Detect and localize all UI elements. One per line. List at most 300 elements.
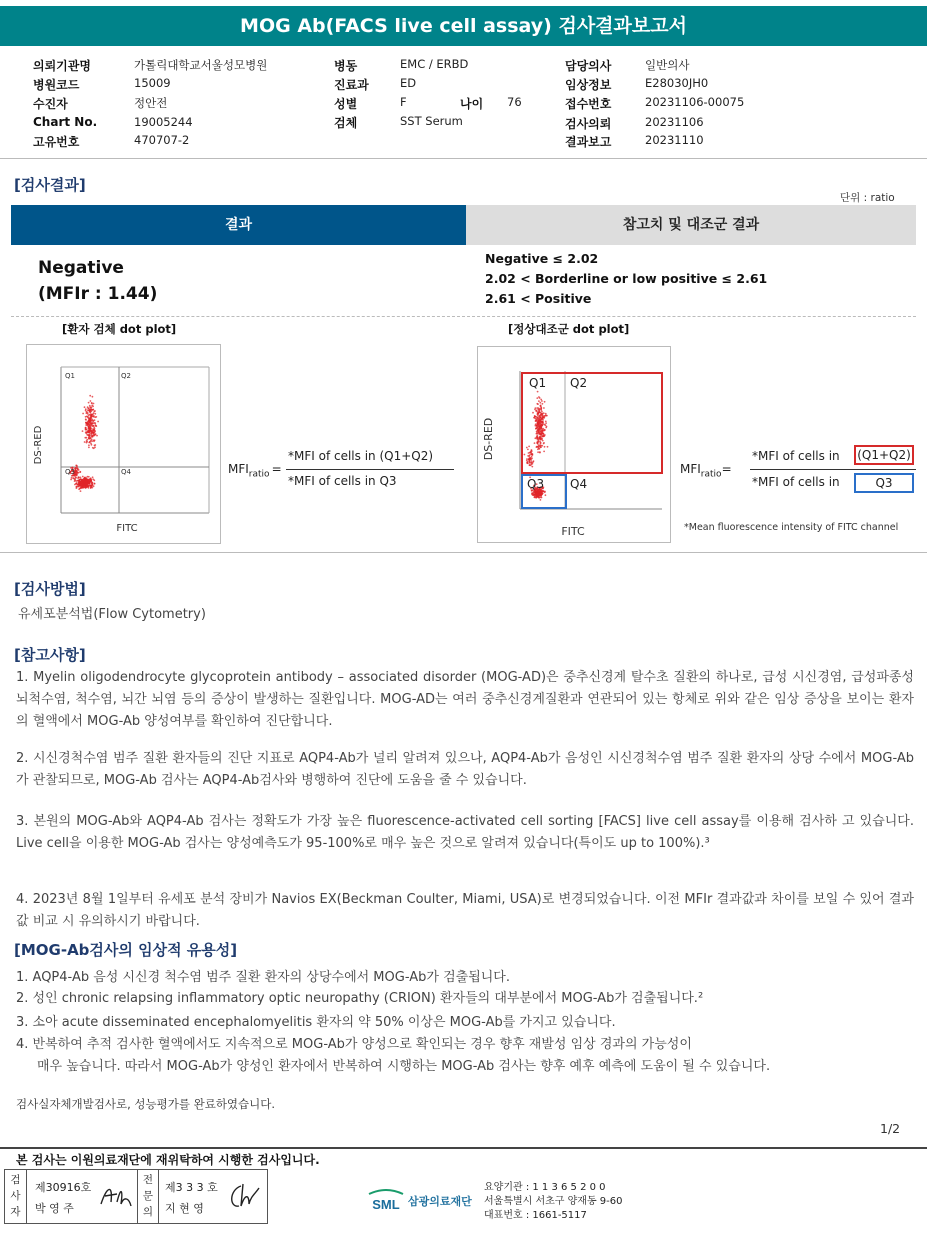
scatter-dot: [90, 425, 92, 427]
scatter-dot: [85, 410, 87, 412]
divider: [0, 552, 927, 553]
scatter-dot: [533, 460, 535, 462]
control-quad-q4-label: Q4: [570, 477, 588, 491]
logo-text: SML: [372, 1197, 400, 1212]
scatter-dot: [537, 451, 539, 453]
info-value-department: ED: [400, 76, 417, 90]
scatter-dot: [543, 412, 545, 414]
info-value-receipt-no: 20231106-00075: [645, 95, 745, 109]
result-mfir: (MFIr : 1.44): [38, 284, 158, 304]
scatter-dot: [89, 419, 91, 421]
scatter-dot: [533, 496, 535, 498]
scatter-dot: [535, 407, 537, 409]
info-label-clinical-info: 임상정보: [565, 78, 612, 92]
scatter-dot: [540, 443, 542, 445]
scatter-dot: [91, 439, 93, 441]
info-value-unique-id: 470707-2: [134, 133, 190, 147]
lab-name: 삼광의료재단: [408, 1195, 472, 1208]
scatter-dot: [539, 452, 541, 454]
formula-left-equals: =: [271, 462, 282, 476]
scatter-dot: [80, 479, 82, 481]
scatter-dot: [540, 434, 542, 436]
scatter-dot: [82, 413, 84, 415]
scatter-dot: [75, 465, 77, 467]
scatter-dot: [85, 427, 87, 429]
scatter-dot: [92, 476, 94, 478]
patient-plot-svg: [27, 345, 220, 543]
scatter-dot: [94, 422, 96, 424]
specialist-label-1: 전: [142, 1174, 154, 1186]
scatter-dot: [541, 445, 543, 447]
scatter-dot: [529, 464, 531, 466]
scatter-dot: [86, 478, 88, 480]
scatter-dot: [543, 443, 545, 445]
scatter-dot: [535, 420, 537, 422]
scatter-dot: [92, 396, 94, 398]
scatter-dot: [544, 491, 546, 493]
scatter-dot: [84, 406, 86, 408]
specialist-label-2: 문: [142, 1190, 154, 1202]
info-value-request-date: 20231106: [645, 115, 704, 129]
scatter-dot: [540, 499, 542, 501]
scatter-dot: [93, 439, 95, 441]
formula-right-lhs: [680, 462, 732, 479]
info-label-report-date: 결과보고: [565, 135, 612, 149]
scatter-dot: [541, 411, 543, 413]
scatter-dot: [85, 418, 87, 420]
scatter-dot: [539, 402, 541, 404]
scatter-dot: [94, 445, 96, 447]
scatter-dot: [93, 403, 95, 405]
scatter-dot: [86, 439, 88, 441]
scatter-dot: [75, 483, 77, 485]
scatter-dot: [535, 437, 537, 439]
scatter-dot: [88, 444, 90, 446]
scatter-dot: [537, 430, 539, 432]
scatter-dot: [545, 494, 547, 496]
scatter-dot: [80, 490, 82, 492]
scatter-dot: [541, 418, 543, 420]
specialist-label-3: 의: [142, 1206, 154, 1218]
scatter-dot: [540, 399, 542, 401]
info-value-hospital-code: 15009: [134, 76, 171, 90]
scatter-dot: [87, 432, 89, 434]
quad-q2-label: Q2: [121, 372, 131, 380]
patient-dots: [69, 395, 99, 492]
scatter-dot: [524, 454, 526, 456]
formula-right-numerator-box: (Q1+Q2): [854, 445, 914, 465]
info-value-institution: 가톨릭대학교서울성모병원: [134, 58, 268, 72]
scatter-dot: [79, 488, 81, 490]
scatter-dot: [538, 407, 540, 409]
tester-label-1: 검: [10, 1174, 21, 1186]
scatter-dot: [538, 432, 540, 434]
report-title: MOG Ab(FACS live cell assay) 검사결과보고서: [0, 6, 927, 46]
scatter-dot: [539, 494, 541, 496]
control-quad-q3-label: Q3: [527, 477, 545, 491]
control-plot-caption: [정상대조군 dot plot]: [508, 322, 630, 336]
scatter-dot: [539, 416, 541, 418]
scatter-dot: [541, 432, 543, 434]
scatter-dot: [92, 425, 94, 427]
scatter-dot: [82, 479, 84, 481]
scatter-dot: [88, 434, 90, 436]
scatter-dot: [91, 402, 93, 404]
scatter-dot: [534, 417, 536, 419]
scatter-dot: [532, 493, 534, 495]
scatter-dot: [89, 478, 91, 480]
tester-name: 박 영 주: [35, 1202, 74, 1215]
info-value-clinical-info: E28030JH0: [645, 76, 709, 90]
formula-left-prefix: MFI: [228, 462, 249, 476]
scatter-dot: [539, 397, 541, 399]
scatter-dot: [88, 429, 90, 431]
scatter-dot: [88, 408, 90, 410]
formula-right-denominator-box: Q3: [854, 473, 914, 493]
scatter-dot: [74, 479, 76, 481]
scatter-dot: [539, 491, 541, 493]
formula-left-lhs: [228, 462, 282, 479]
lab-address: 서울특별시 서초구 양재동 9-60: [484, 1196, 623, 1207]
method-section-title: [검사방법]: [14, 580, 86, 598]
method-text: 유세포분석법(Flow Cytometry): [18, 607, 206, 622]
scatter-dot: [538, 427, 540, 429]
scatter-dot: [89, 405, 91, 407]
scatter-dot: [536, 416, 538, 418]
scatter-dot: [528, 461, 530, 463]
scatter-dot: [528, 455, 530, 457]
formula-right-denominator: *MFI of cells in: [752, 475, 840, 489]
scatter-dot: [91, 404, 93, 406]
y-axis-label: DS-RED: [33, 425, 44, 465]
scatter-dot: [530, 457, 532, 459]
scatter-dot: [93, 429, 95, 431]
scatter-dot: [86, 423, 88, 425]
info-label-patient: 수진자: [33, 97, 68, 111]
scatter-dot: [80, 485, 82, 487]
scatter-dot: [545, 421, 547, 423]
scatter-dot: [76, 486, 78, 488]
info-value-doctor: 일반의사: [645, 58, 690, 72]
result-header: 결과: [11, 205, 466, 245]
scatter-dot: [89, 416, 91, 418]
unit-label: 단위 : ratio: [840, 192, 895, 204]
scatter-dot: [541, 416, 543, 418]
scatter-dot: [91, 486, 93, 488]
reference-header: 참고치 및 대조군 결과: [466, 205, 916, 245]
scatter-dot: [86, 486, 88, 488]
scatter-dot: [85, 424, 87, 426]
tester-signature: [97, 1180, 135, 1212]
scatter-dot: [77, 483, 79, 485]
info-label-request-date: 검사의뢰: [565, 117, 612, 131]
scatter-dot: [87, 480, 89, 482]
scatter-dot: [542, 430, 544, 432]
lab-phone: 대표번호 : 1661-5117: [484, 1210, 587, 1221]
scatter-dot: [544, 401, 546, 403]
formula-right-equals: =: [721, 462, 732, 476]
scatter-dot: [92, 420, 94, 422]
scatter-dot: [529, 459, 531, 461]
scatter-dot: [542, 428, 544, 430]
scatter-dot: [89, 411, 91, 413]
scatter-dot: [541, 438, 543, 440]
scatter-dot: [95, 425, 97, 427]
scatter-dot: [93, 426, 95, 428]
reference-negative: Negative ≤ 2.02: [485, 251, 599, 266]
info-value-ward: EMC / ERBD: [400, 57, 469, 71]
scatter-dot: [93, 447, 95, 449]
scatter-dot: [545, 427, 547, 429]
formula-left-denominator: *MFI of cells in Q3: [288, 474, 397, 488]
info-label-chart-no: Chart No.: [33, 115, 98, 129]
scatter-dot: [84, 480, 86, 482]
info-label-doctor: 담당의사: [565, 59, 612, 73]
scatter-dot: [96, 435, 98, 437]
scatter-dot: [530, 454, 532, 456]
scatter-dot: [540, 497, 542, 499]
scatter-dot: [526, 447, 528, 449]
scatter-dot: [537, 403, 539, 405]
specialist-signature: [225, 1180, 265, 1214]
scatter-dot: [539, 436, 541, 438]
patient-dot-plot: [26, 344, 221, 544]
scatter-dot: [537, 412, 539, 414]
scatter-dot: [540, 408, 542, 410]
scatter-dot: [90, 423, 92, 425]
scatter-dot: [547, 446, 549, 448]
scatter-dot: [538, 422, 540, 424]
scatter-dot: [89, 395, 91, 397]
scatter-dot: [527, 449, 529, 451]
scatter-dot: [78, 480, 80, 482]
info-label-unique-id: 고유번호: [33, 135, 80, 149]
info-label-receipt-no: 접수번호: [565, 97, 612, 111]
scatter-dot: [532, 453, 534, 455]
scatter-dot: [531, 449, 533, 451]
scatter-dot: [84, 477, 86, 479]
scatter-dot: [543, 407, 545, 409]
info-value-specimen: SST Serum: [400, 114, 463, 128]
patient-info: [0, 52, 927, 152]
info-label-specimen: 검체: [334, 116, 358, 130]
scatter-dot: [91, 484, 93, 486]
quad-q4-label: Q4: [121, 468, 131, 476]
formula-right: [680, 445, 920, 497]
scatter-dot: [90, 443, 92, 445]
scatter-dot: [538, 418, 540, 420]
scatter-dot: [86, 437, 88, 439]
tester-label-3: 자: [10, 1206, 21, 1218]
sml-logo: [367, 1188, 405, 1212]
mfi-footnote: *Mean fluorescence intensity of FITC channel: [684, 522, 899, 533]
scatter-dot: [87, 482, 89, 484]
footer: [0, 1147, 927, 1236]
scatter-dot: [92, 478, 94, 480]
info-value-chart-no: 19005244: [134, 115, 193, 129]
footer-top-rule: [0, 1147, 927, 1149]
sml-logo-icon: [367, 1188, 405, 1212]
reference-positive: 2.61 < Positive: [485, 291, 592, 306]
scatter-dot: [534, 415, 536, 417]
scatter-dot: [540, 413, 542, 415]
divider: [0, 158, 927, 159]
formula-right-bar: [750, 469, 916, 470]
scatter-dot: [92, 422, 94, 424]
scatter-dot: [543, 451, 545, 453]
scatter-dot: [535, 493, 537, 495]
scatter-dot: [97, 421, 99, 423]
scatter-dot: [536, 442, 538, 444]
scatter-dot: [89, 441, 91, 443]
scatter-dot: [94, 413, 96, 415]
scatter-dot: [536, 397, 538, 399]
scatter-dot: [92, 432, 94, 434]
scatter-dot: [527, 462, 529, 464]
clinical-item-4-cont: 매우 높습니다. 따라서 MOG-Ab가 양성인 환자에서 반복하여 시행하는 MOG-Ab 검사는 향후 예후 예측에 도움이 될 수 있습니다.: [37, 1059, 771, 1074]
scatter-dot: [88, 447, 90, 449]
scatter-dot: [77, 477, 79, 479]
scatter-dot: [88, 414, 90, 416]
scatter-dot: [85, 431, 87, 433]
scatter-dot: [82, 476, 84, 478]
page-number: 1/2: [880, 1121, 901, 1136]
formula-left: [228, 445, 468, 495]
scatter-dot: [90, 480, 92, 482]
scatter-dot: [87, 413, 89, 415]
scatter-dot: [92, 435, 94, 437]
scatter-dot: [79, 482, 81, 484]
scatter-dot: [91, 440, 93, 442]
scatter-dot: [541, 425, 543, 427]
control-dot-plot: [477, 346, 671, 543]
note-paragraph-1: 1. Myelin oligodendrocyte glycoprotein antibody – associated disorder (MOG-AD)은 중추신경계 탈수초 질환의 하나로, 급성 시신경염, 급성파종성 뇌척수염, 척수염, 뇌간 뇌염 등의 증상이 발생하는 질환입니다. MOG-AD는 여러 중추신경계질환과 연관되어 있는 항체로 위와 같은 임상 증상을 보이는 환자의 혈액에서 MOG-Ab 양성여부를 확인하여 진단합니다.: [16, 670, 914, 729]
scatter-dot: [88, 436, 90, 438]
scatter-dot: [530, 460, 532, 462]
scatter-dot: [88, 476, 90, 478]
scatter-dot: [535, 410, 537, 412]
scatter-dot: [92, 409, 94, 411]
control-y-axis-label: DS-RED: [482, 417, 495, 461]
info-label-ward: 병동: [334, 59, 358, 73]
scatter-dot: [90, 400, 92, 402]
scatter-dot: [94, 434, 96, 436]
tester-label-box: [5, 1170, 27, 1223]
tester-license-no: 제30916호: [35, 1181, 92, 1194]
scatter-dot: [545, 424, 547, 426]
scatter-dot: [84, 441, 86, 443]
scatter-dot: [89, 421, 91, 423]
control-x-axis-label: FITC: [561, 525, 585, 538]
clinical-item-4: 4. 반복하여 추적 검사한 혈액에서도 지속적으로 MOG-Ab가 양성으로 확인되는 경우 향후 재발성 임상 경과의 가능성이: [16, 1037, 692, 1052]
scatter-dot: [542, 435, 544, 437]
scatter-dot: [534, 442, 536, 444]
scatter-dot: [531, 466, 533, 468]
clinical-section-title: [MOG-Ab검사의 임상적 유용성]: [14, 941, 238, 959]
scatter-dot: [544, 446, 546, 448]
quad-q1-label: Q1: [65, 372, 75, 380]
scatter-dot: [536, 494, 538, 496]
info-label-hospital-code: 병원코드: [33, 78, 80, 92]
scatter-dot: [82, 487, 84, 489]
scatter-dot: [542, 422, 544, 424]
clinical-item-2: 2. 성인 chronic relapsing inflammatory optic neuropathy (CRION) 환자들의 대부분에서 MOG-Ab가 검출됩니다.²: [16, 991, 704, 1006]
info-value-patient: 정안전: [134, 96, 168, 110]
specialist-label-box: [137, 1170, 159, 1223]
scatter-dot: [535, 425, 537, 427]
specialist-name: 지 현 영: [165, 1202, 204, 1215]
scatter-dot: [538, 400, 540, 402]
scatter-dot: [537, 414, 539, 416]
scatter-dot: [72, 477, 74, 479]
scatter-dot: [532, 412, 534, 414]
scatter-dot: [88, 410, 90, 412]
scatter-dot: [544, 434, 546, 436]
specialist-license-no: 제3 3 3 호: [165, 1181, 218, 1194]
formula-right-prefix: MFI: [680, 462, 701, 476]
scatter-dot: [89, 438, 91, 440]
patient-plot-caption: [환자 검체 dot plot]: [62, 322, 177, 336]
reference-borderline: 2.02 < Borderline or low positive ≤ 2.61: [485, 271, 768, 286]
info-label-institution: 의뢰기관명: [33, 59, 91, 73]
quad-q3-label: Q3: [65, 468, 75, 476]
scatter-dot: [540, 422, 542, 424]
note-paragraph-4: 4. 2023년 8월 1일부터 유세포 분석 장비가 Navios EX(Beckman Coulter, Miami, USA)로 변경되었습니다. 이전 MFIr 결과값과 차이를 보일 수 있어 결과값 비교 시 유의하시기 바랍니다.: [16, 892, 914, 929]
formula-right-subscript: ratio: [700, 469, 722, 480]
formula-left-subscript: ratio: [248, 469, 270, 480]
scatter-dot: [528, 446, 530, 448]
info-value-sex: F: [400, 95, 407, 109]
scatter-dot: [536, 433, 538, 435]
formula-left-bar: [286, 469, 454, 470]
scatter-dot: [537, 445, 539, 447]
scatter-dot: [542, 493, 544, 495]
lab-code: 요양기관 : 1 1 3 6 5 2 0 0: [484, 1182, 606, 1193]
scatter-dot: [531, 458, 533, 460]
results-section-title: [검사결과]: [14, 176, 86, 194]
scatter-dot: [93, 410, 95, 412]
scatter-dot: [530, 462, 532, 464]
scatter-dot: [90, 407, 92, 409]
scatter-dot: [539, 405, 541, 407]
scatter-dot: [90, 415, 92, 417]
result-value: Negative: [38, 258, 124, 278]
signature-box: [4, 1169, 268, 1224]
scatter-dot: [77, 472, 79, 474]
scatter-dot: [538, 424, 540, 426]
x-axis-label: FITC: [116, 523, 138, 534]
scatter-dot: [545, 415, 547, 417]
scatter-dot: [77, 468, 79, 470]
note-paragraph-2: 2. 시신경척수염 범주 질환 환자들의 진단 지표로 AQP4-Ab가 널리 알려져 있으나, AQP4-Ab가 음성인 시신경척수염 범주 질환 환자의 상당 수에서 MOG-Ab가 관찰되므로, MOG-Ab 검사는 AQP4-Ab검사와 병행하여 진단에 도움을 줄 수 있습니다.: [16, 751, 914, 788]
info-label-department: 진료과: [334, 78, 369, 92]
dashed-divider: [11, 316, 916, 317]
scatter-dot: [75, 473, 77, 475]
formula-right-numerator: *MFI of cells in: [752, 449, 840, 463]
scatter-dot: [529, 452, 531, 454]
scatter-dot: [540, 420, 542, 422]
tester-label-2: 사: [10, 1190, 21, 1202]
scatter-dot: [536, 427, 538, 429]
notes-section-title: [참고사항]: [14, 646, 86, 664]
scatter-dot: [79, 471, 81, 473]
scatter-dot: [90, 428, 92, 430]
control-quad-q2-label: Q2: [570, 376, 588, 390]
scatter-dot: [542, 403, 544, 405]
info-value-report-date: 20231110: [645, 133, 704, 147]
scatter-dot: [537, 391, 539, 393]
clinical-item-1: 1. AQP4-Ab 음성 시신경 척수염 범주 질환 환자의 상당수에서 MOG-Ab가 검출됩니다.: [16, 970, 510, 985]
